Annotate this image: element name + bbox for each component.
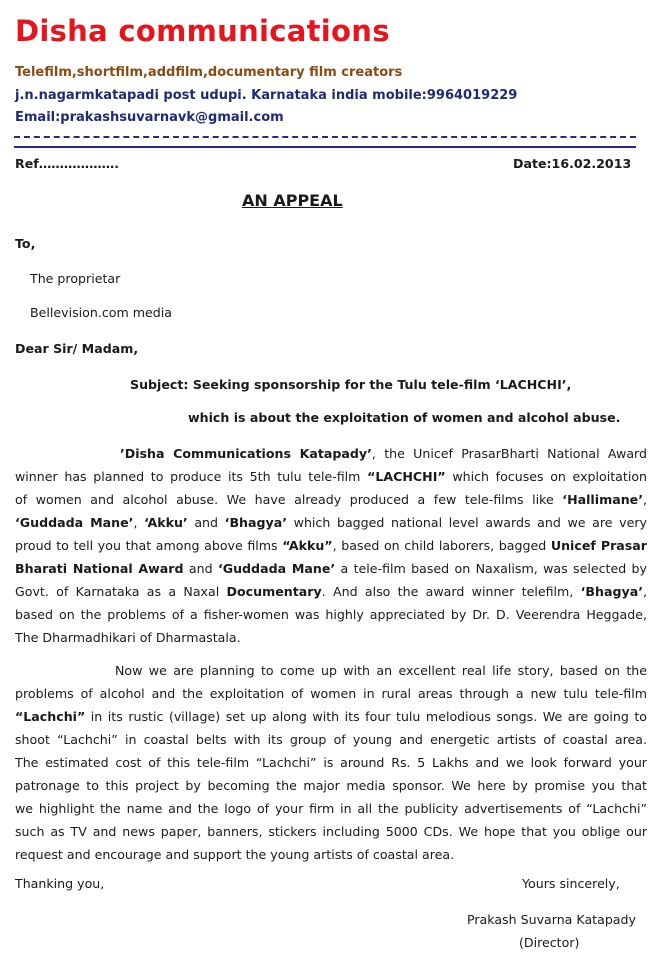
- text-segment: such as TV and news paper, banners, stickers including 5000 CDs. We hope that you oblige our: [15, 824, 647, 839]
- paragraph-line: [15, 682, 647, 705]
- company-address: j.n.nagarmkatapadi post udupi. Karnataka india mobile:9964019229: [15, 88, 518, 103]
- paragraph-line: [15, 820, 647, 843]
- text-segment: proud to tell you that among above films: [15, 538, 283, 553]
- letter-heading: AN APPEAL: [242, 191, 343, 210]
- paragraph-line: [15, 774, 647, 797]
- recipient-line-1: The proprietar: [30, 271, 121, 286]
- text-segment: ‘Hallimane’: [562, 492, 643, 507]
- text-segment: shoot “Lachchi” in coastal belts with its group of young and energetic artists of coastal area.: [15, 732, 647, 747]
- text-segment: request and encourage and support the young artists of coastal area.: [15, 847, 455, 862]
- signatory-designation: (Director): [519, 935, 580, 950]
- text-segment: ,: [642, 492, 647, 507]
- paragraph-line: [15, 728, 647, 751]
- recipient-line-2: Bellevision.com media: [30, 305, 172, 320]
- text-segment: problems of alcohol and the exploitation of women in rural areas through a new tulu tele-film: [15, 686, 647, 701]
- body-paragraph-2: [15, 659, 647, 866]
- paragraph-line: [15, 534, 647, 557]
- body-paragraph-1: [15, 442, 647, 649]
- text-segment: based on the problems of a fisher-women was highly appreciated by Dr. D. Veerendra Heggade,: [15, 607, 647, 622]
- text-segment: ‘Bhagya’: [224, 515, 288, 530]
- text-segment: ,: [642, 584, 647, 599]
- text-segment: ,: [133, 515, 145, 530]
- text-segment: The estimated cost of this tele-film “Lachchi” is around Rs. 5 Lakhs and we look forward your: [15, 755, 647, 770]
- text-segment: ’Disha Communications Katapady’: [120, 446, 372, 461]
- header-solid-rule: [14, 146, 636, 148]
- company-tagline: Telefilm,shortfilm,addfilm,documentary film creators: [15, 65, 403, 80]
- text-segment: Now we are planning to come up with an excellent real life story, based on the: [115, 663, 647, 678]
- text-segment: and: [187, 515, 225, 530]
- text-segment: ‘Guddada Mane’: [15, 515, 134, 530]
- header-dashed-rule: [14, 136, 636, 138]
- text-segment: which focuses on exploitation: [445, 469, 647, 484]
- text-segment: of women and alcohol abuse. We have already produced a few tele-films like: [15, 492, 563, 507]
- text-segment: “Akku”: [282, 538, 333, 553]
- reference-line: Ref……………….: [15, 156, 120, 171]
- text-segment: “LACHCHI”: [367, 469, 446, 484]
- text-segment: , the Unicef PrasarBharti National Award: [371, 446, 647, 461]
- text-segment: Unicef Prasar: [550, 538, 647, 553]
- text-segment: . And also the award winner telefilm,: [321, 584, 581, 599]
- text-segment: we highlight the name and the logo of your firm in all the publicity advertisements of “Lachchi”: [15, 801, 647, 816]
- paragraph-line: [15, 557, 647, 580]
- text-segment: patronage to this project by becoming the major media sponsor. We here by promise you that: [15, 778, 647, 793]
- text-segment: ‘Bhagya’: [580, 584, 643, 599]
- closing-thanks: Thanking you,: [15, 876, 105, 891]
- paragraph-line: [15, 626, 647, 649]
- paragraph-line: [15, 603, 647, 626]
- paragraph-line: [15, 511, 647, 534]
- letter-date: Date:16.02.2013: [513, 156, 632, 171]
- paragraph-line: [15, 659, 647, 682]
- paragraph-line: [15, 488, 647, 511]
- to-label: To,: [15, 236, 36, 251]
- signatory-name: Prakash Suvarna Katapady: [467, 912, 636, 927]
- text-segment: winner has planned to produce its 5th tulu tele-film: [15, 469, 368, 484]
- text-segment: Documentary: [226, 584, 322, 599]
- text-segment: ‘Guddada Mane’: [217, 561, 336, 576]
- salutation: Dear Sir/ Madam,: [15, 341, 139, 356]
- text-segment: which bagged national level awards and we are very: [287, 515, 647, 530]
- paragraph-line: [15, 442, 647, 465]
- closing-yours: Yours sincerely,: [522, 876, 620, 891]
- paragraph-line: [15, 751, 647, 774]
- paragraph-line: [15, 705, 647, 728]
- paragraph-line: [15, 797, 647, 820]
- company-email: Email:prakashsuvarnavk@gmail.com: [15, 110, 284, 125]
- text-segment: and: [183, 561, 218, 576]
- text-segment: in its rustic (village) set up along with its four tulu melodious songs. We are going to: [85, 709, 647, 724]
- paragraph-line: [15, 580, 647, 603]
- paragraph-line: [15, 843, 647, 866]
- company-name: Disha communications: [15, 14, 390, 48]
- text-segment: “Lachchi”: [15, 709, 86, 724]
- subject-line-2: which is about the exploitation of women and alcohol abuse.: [188, 410, 621, 425]
- text-segment: Govt. of Karnataka as a Naxal: [15, 584, 227, 599]
- text-segment: a tele-film based on Naxalism, was selected by: [335, 561, 647, 576]
- subject-line-1: Subject: Seeking sponsorship for the Tulu tele-film ‘LACHCHI’,: [130, 377, 572, 392]
- paragraph-line: [15, 465, 647, 488]
- text-segment: Bharati National Award: [15, 561, 184, 576]
- text-segment: ‘Akku’: [144, 515, 188, 530]
- text-segment: , based on child laborers, bagged: [332, 538, 551, 553]
- text-segment: The Dharmadhikari of Dharmastala.: [15, 630, 241, 645]
